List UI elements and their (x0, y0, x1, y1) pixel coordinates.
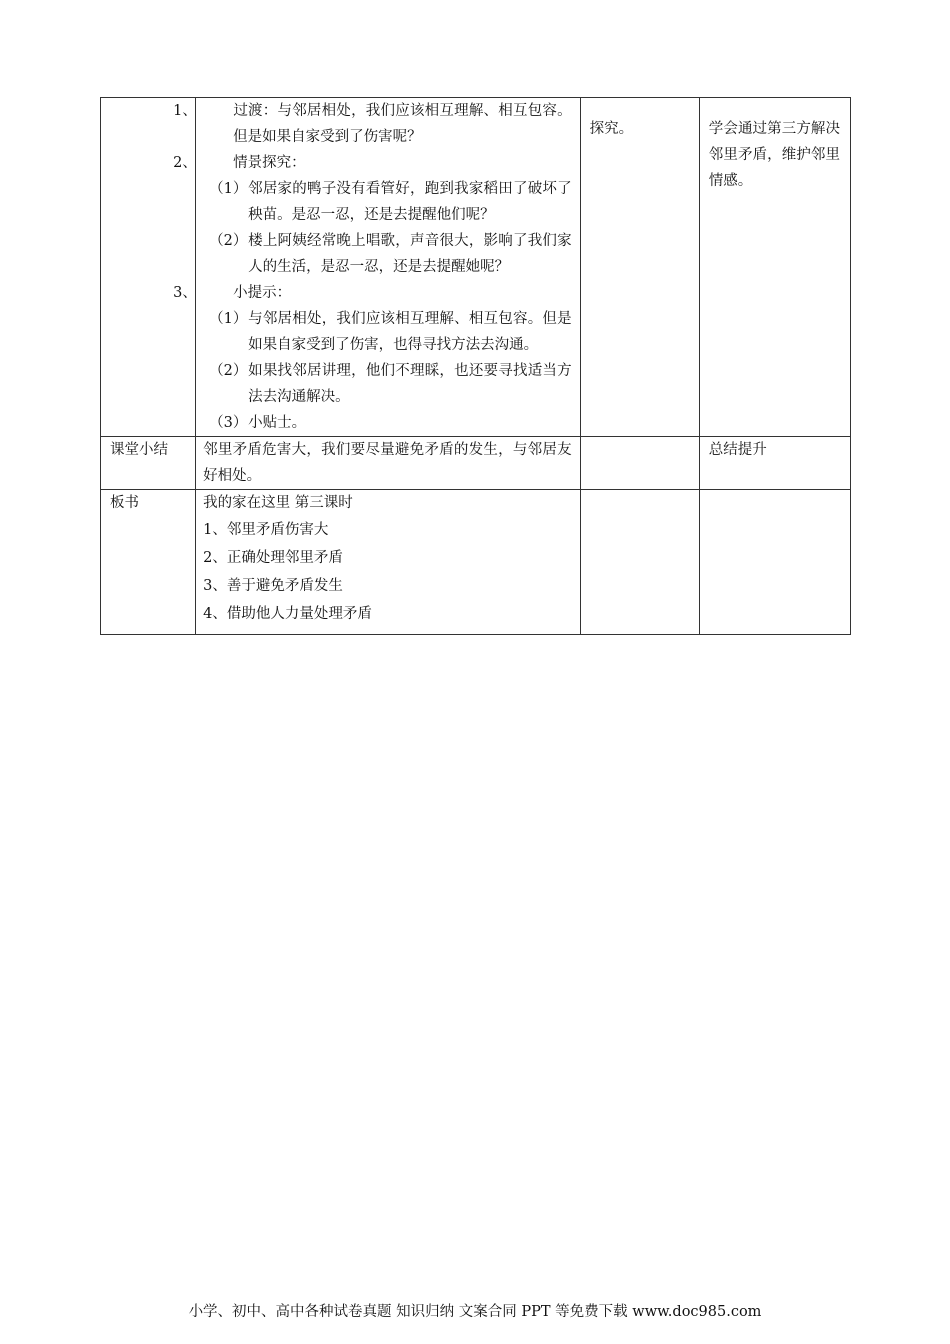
tip-2: （2） 如果找邻居讲理，他们不理睬，也还要寻找适当方法去沟通解决。 (209, 363, 572, 405)
scenario-1: （1） 邻居家的鸭子没有看管好，跑到我家稻田了破坏了秧苗。是忍一忍，还是去提醒他们呢？ (209, 181, 572, 223)
goal-cell: 学会通过第三方解决邻里矛盾，维护邻里情感。 (699, 98, 850, 437)
row-label-empty (101, 98, 196, 437)
summary-content: 邻里矛盾危害大，我们要尽量避免矛盾的发生，与邻居友好相处。 (196, 437, 581, 490)
table-row-board (101, 490, 851, 635)
board-item: 3、善于避免矛盾发生 (203, 578, 343, 594)
summary-activity (580, 437, 699, 490)
board-activity (580, 490, 699, 635)
activity-cell: 探究。 (580, 98, 699, 437)
tip-3: （3） 小贴士。 (209, 415, 307, 431)
board-item: 1、邻里矛盾伤害大 (203, 522, 329, 538)
table-row-inquiry (101, 98, 851, 437)
tip-1: （1） 与邻居相处，我们应该相互理解、相互包容。但是如果自家受到了伤害，也得寻找方法去沟通。 (209, 311, 572, 353)
step-1: 1、 过渡：与邻居相处，我们应该相互理解、相互包容。但是如果自家受到了伤害呢？ (173, 103, 572, 145)
board-content (196, 490, 581, 635)
board-item: 4、借助他人力量处理矛盾 (203, 606, 372, 622)
board-goal (699, 490, 850, 635)
step-2: 2、 情景探究： (173, 155, 306, 171)
board-title: 我的家在这里 第三课时 (203, 495, 353, 511)
scenario-2: （2） 楼上阿姨经常晚上唱歌，声音很大，影响了我们家人的生活，是忍一忍，还是去提醒她呢？ (209, 233, 572, 275)
summary-goal: 总结提升 (699, 437, 850, 490)
step-3: 3、 小提示： (173, 285, 292, 301)
board-label: 板书 (101, 490, 196, 635)
board-item: 2、正确处理邻里矛盾 (203, 550, 343, 566)
summary-label: 课堂小结 (101, 437, 196, 490)
page-footer: 小学、初中、高中各种试卷真题 知识归纳 文案合同 PPT 等免费下载 www.doc985.com (188, 1304, 762, 1320)
table-row-summary (101, 437, 851, 490)
inquiry-content-cell (173, 98, 581, 437)
lesson-plan-table (100, 97, 851, 635)
